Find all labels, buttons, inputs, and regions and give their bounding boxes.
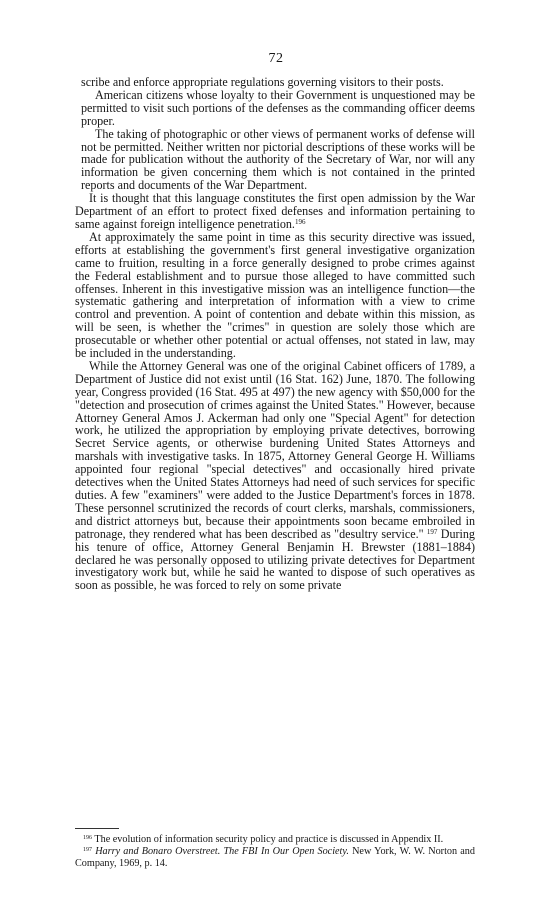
footnote-ref-197: 197 [426,527,438,536]
body-paragraph-3 [75,360,475,592]
footnote-197-title: The FBI In Our Open Society. [223,845,349,857]
quote-paragraph-2: American citizens whose loyalty to their Government is unquestioned may be permitted to visit such portions of the defenses as the commanding officer deems proper. [81,87,475,128]
footnotes [75,834,475,869]
footnote-196-marker: 196 [83,835,92,841]
page-number: 72 [268,51,284,66]
footnote-ref-196: 196 [294,217,306,226]
body-paragraph-2: At approximately the same point in time as this security directive was issued, efforts at establishing the government's first general investigative organization came to fruition, resulting in a force generally designed to probe crimes against the Federal establishment and to pursue those alleged to have committed such offenses. Inherent in this investigative mission was an intelligence function—the systematic gathering and interpretation of information with a view to crime control and prevention. A point of contention and debate within this mission, as will be seen, is whether the "crimes" in question are solely those which are prosecutable or whether other potential or actual offenses, not stated in law, may be included in the understanding. [75,229,475,361]
footnote-197-publisher: New York, W. W. Norton and Company, 1969, p. 14. [75,845,475,869]
footnote-196-text: The evolution of information security policy and practice is discussed in Appendix II. [94,834,444,845]
footnote-197-author: Harry and Bonaro Overstreet. [95,845,221,857]
body-paragraph-1 [75,192,475,231]
footnote-196 [75,834,475,846]
quote-paragraph-1: scribe and enforce appropriate regulations governing visitors to their posts. [81,75,444,89]
footnote-197 [75,846,475,870]
body-paragraph-3-text-a: While the Attorney General was one of the original Cabinet officers of 1789, a Department of Justice did not exist until (16 Stat. 162) June, 1870. The following year, Congress provided (16 Stat. 495 at 497) the new agency with $50,000 for the "detection and prosecution of crimes against the United States." However, because Attorney General Amos J. Ackerman had only one "Special Agent" for detection work, he utilized the appropriation by employing private detectives, borrowing Secret Service agents, or otherwise burdening United States Attorneys and marshals with investigative tasks. In 1875, Attorney General George H. Williams appointed four regional "special detectives" and occasionally hired private detectives when the United States Attorneys had need of such services for specific duties. A few "examiners" were added to the Justice Department's forces in 1878. These personnel scrutinized the records of court clerks, marshals, commissioners, and district attorneys but, because their appointments soon became embroiled in patronage, they rendered what has been described as "desultry service." [75,358,475,541]
body-paragraph-3-text-b: During his tenure of office, Attorney General Benjamin H. Brewster (1881–1884) declared he was personally opposed to utilizing private detectives for Department investigatory work but, while he said he wanted to dispose of such operatives as soon as possible, he was forced to rely on some private [75,526,475,593]
page-body [75,76,475,592]
footnote-divider [75,828,119,829]
block-quote [75,76,475,192]
quote-paragraph-3: The taking of photographic or other views of permanent works of defense will not be permitted. Neither written nor pictorial descriptions of these works will be made for publication without the authority of the Secretary of War, nor will any information be given concerning them which is not contained in the printed reports and documents of the War Department. [81,126,475,193]
body-paragraph-1-text: It is thought that this language constitutes the first open admission by the War Department of an effort to protect fixed defenses and information pertaining to same against foreign intelligence penetration. [75,191,475,231]
footnote-197-marker: 197 [83,846,92,853]
